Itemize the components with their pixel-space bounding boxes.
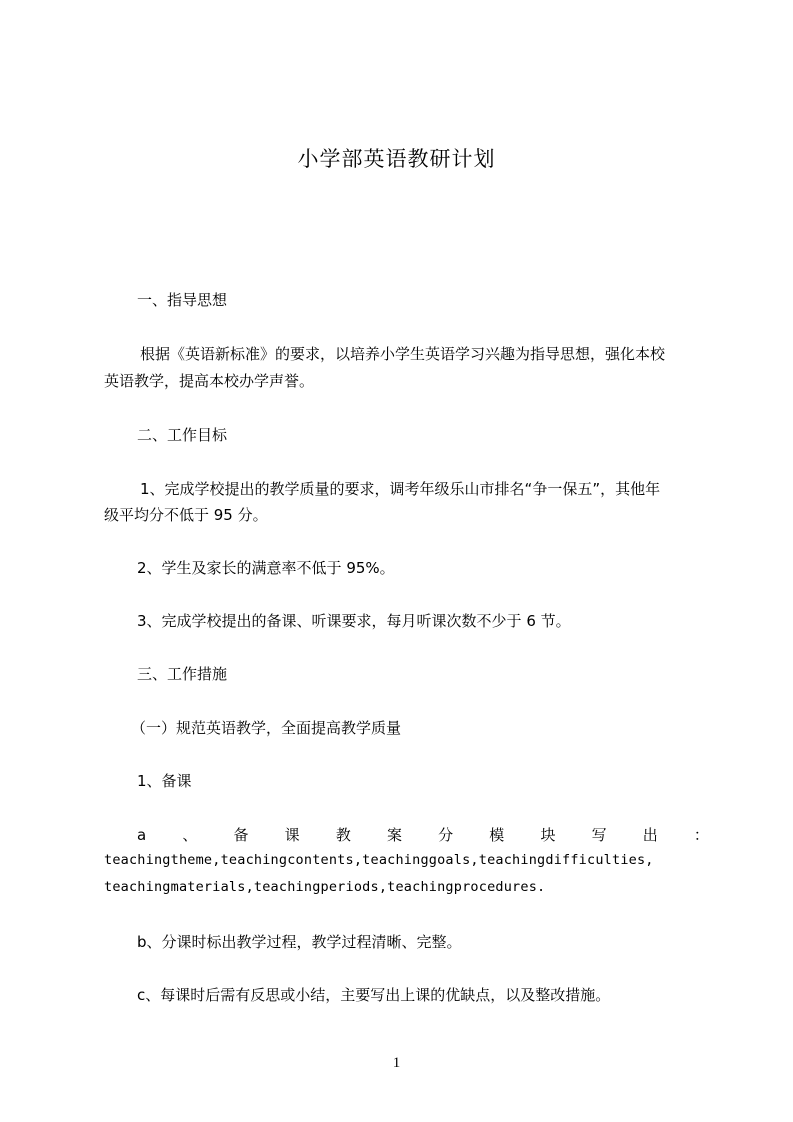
item-a-char: 块 <box>540 826 556 844</box>
goal-3: 3、完成学校提出的备课、听课要求，每月听课次数不少于 6 节。 <box>137 612 571 630</box>
item-a-modules-line: teachingtheme,teachingcontents,teachinggoals,teachingdifficulties, <box>104 852 654 868</box>
item-a-char: ： <box>693 826 709 844</box>
goal-2: 2、学生及家长的满意率不低于 95%。 <box>137 559 395 577</box>
item-a-char: 教 <box>335 826 351 844</box>
item-a-char: 备 <box>233 826 249 844</box>
document-title: 小学部英语教研计划 <box>297 147 496 171</box>
item-a-char: a <box>137 826 147 844</box>
item-lesson-prep: 1、备课 <box>137 772 192 790</box>
page-number: 1 <box>392 1055 401 1071</box>
goal-1-line: 1、完成学校提出的教学质量的要求，调考年级乐山市排名“争一保五”，其他年 <box>140 480 661 498</box>
item-a-char: 、 <box>182 826 198 844</box>
item-c: c、每课时后需有反思或小结，主要写出上课的优缺点，以及整改措施。 <box>137 986 611 1004</box>
goal-1-line: 级平均分不低于 95 分。 <box>104 506 268 524</box>
item-a-char: 案 <box>386 826 402 844</box>
item-a-line <box>137 825 709 845</box>
paragraph-line: 根据《英语新标准》的要求，以培养小学生英语学习兴趣为指导思想，强化本校 <box>140 345 666 363</box>
item-b: b、分课时标出教学过程，教学过程清晰、完整。 <box>137 933 462 951</box>
item-a-char: 模 <box>489 826 505 844</box>
subsection-heading: （一）规范英语教学，全面提高教学质量 <box>131 719 402 737</box>
section-heading-guiding-ideology: 一、指导思想 <box>137 291 228 309</box>
item-a-char: 写 <box>591 826 607 844</box>
item-a-char: 课 <box>284 826 300 844</box>
item-a-char: 出 <box>642 826 658 844</box>
item-a-modules-line: teachingmaterials,teachingperiods,teachingprocedures. <box>104 879 546 895</box>
item-a-char: 分 <box>438 826 454 844</box>
section-heading-work-measures: 三、工作措施 <box>137 665 228 683</box>
paragraph-line: 英语教学，提高本校办学声誉。 <box>104 372 315 390</box>
section-heading-work-goals: 二、工作目标 <box>137 426 228 444</box>
